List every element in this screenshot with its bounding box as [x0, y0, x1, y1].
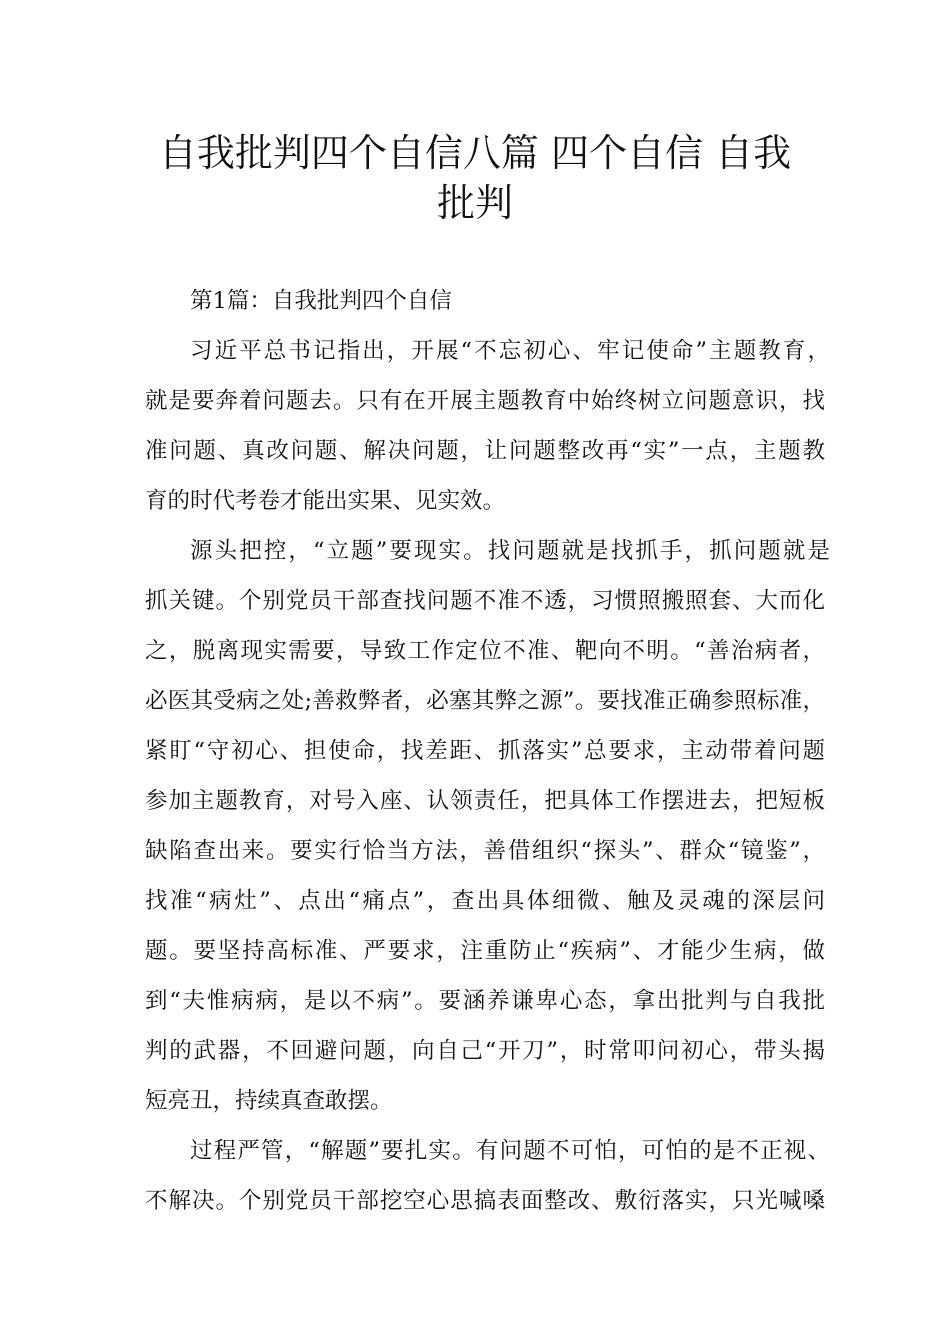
body-line: 找准“病灶”、点出“痛点”，查出具体细微、触及灵魂的深层问 — [145, 888, 825, 914]
body-line: 抓关键。个别党员干部查找问题不准不透，习惯照搬照套、大而化 — [145, 588, 825, 614]
body-line: 参加主题教育，对号入座、认领责任，把具体工作摆进去，把短板 — [145, 788, 825, 814]
section-heading: 第1篇：自我批判四个自信 — [190, 288, 452, 314]
body-line: 紧盯“守初心、担使命，找差距、抓落实”总要求，主动带着问题 — [145, 738, 825, 764]
body-line: 过程严管，“解题”要扎实。有问题不可怕，可怕的是不正视、 — [190, 1138, 830, 1164]
body-line: 育的时代考卷才能出实果、见实效。 — [145, 488, 506, 514]
body-line: 到“夫惟病病，是以不病”。要涵养谦卑心态，拿出批判与自我批 — [145, 988, 825, 1014]
body-line: 判的武器，不回避问题，向自己“开刀”，时常叩问初心，带头揭 — [145, 1038, 825, 1064]
body-line: 就是要奔着问题去。只有在开展主题教育中始终树立问题意识，找 — [145, 388, 825, 414]
body-line: 源头把控，“立题”要现实。找问题就是找抓手，抓问题就是 — [190, 538, 830, 564]
body-line: 不解决。个别党员干部挖空心思搞表面整改、敷衍落实，只光喊嗓 — [145, 1188, 825, 1214]
document-title-line-2: 批判 — [436, 181, 513, 225]
body-line: 题。要坚持高标准、严要求，注重防止“疾病”、才能少生病，做 — [145, 938, 825, 964]
body-line: 缺陷查出来。要实行恰当方法，善借组织“探头”、群众“镜鉴”， — [145, 838, 825, 864]
body-line: 之，脱离现实需要，导致工作定位不准、靶向不明。“善治病者， — [145, 638, 825, 664]
body-line: 准问题、真改问题、解决问题，让问题整改再“实”一点，主题教 — [145, 438, 825, 464]
body-line: 习近平总书记指出，开展“不忘初心、牢记使命”主题教育， — [190, 338, 830, 364]
body-line: 必医其受病之处;善救弊者，必塞其弊之源”。要找准正确参照标准， — [145, 688, 825, 714]
document-title-line-1: 自我批判四个自信八篇 四个自信 自我 — [158, 131, 792, 175]
body-line: 短亮丑，持续真查敢摆。 — [145, 1088, 393, 1114]
